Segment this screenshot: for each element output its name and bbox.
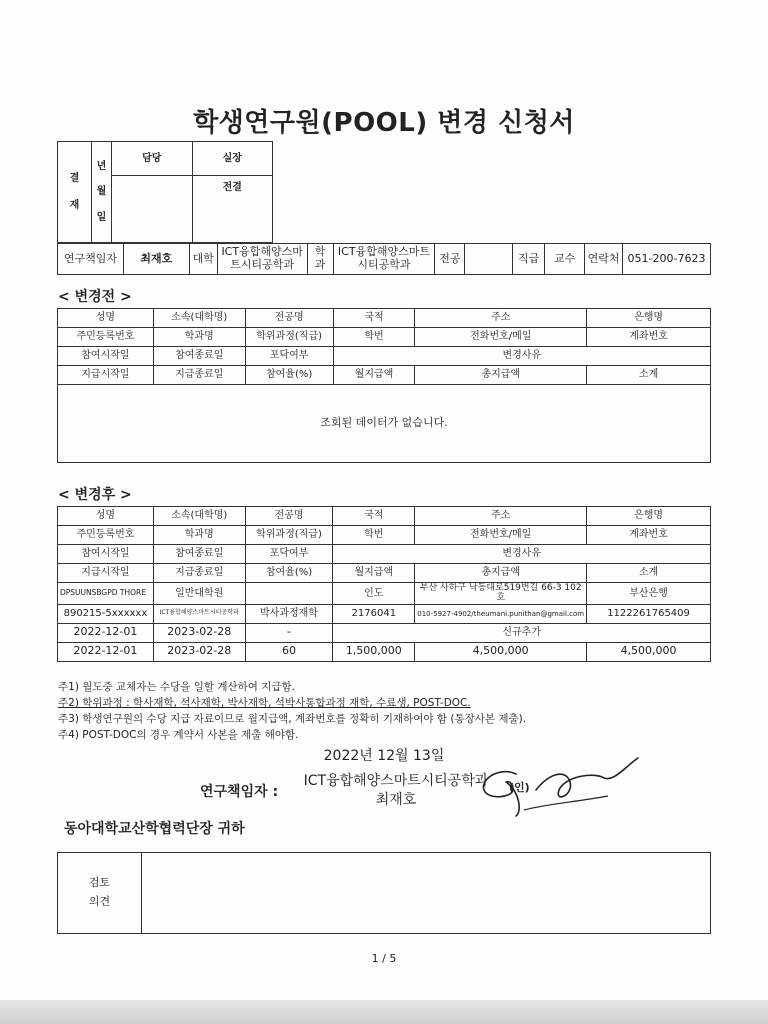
header-cell: 총지급액 [415, 564, 587, 583]
review-box [57, 852, 711, 934]
pay-end: 2023-02-28 [153, 642, 245, 661]
header-cell: 참여율(%) [245, 564, 333, 583]
after-table [57, 506, 711, 662]
approval-damdang-sign [112, 176, 193, 243]
total-pay: 4,500,000 [415, 642, 587, 661]
header-cell: 성명 [58, 507, 154, 526]
student-contact: 010-5927-4902/theumani.punithan@gmail.com [415, 604, 587, 623]
header-cell: 지급시작일 [58, 564, 154, 583]
header-cell: 포닥여부 [245, 545, 333, 564]
header-cell: 전공명 [245, 507, 333, 526]
header-cell: 소속(대학명) [153, 507, 245, 526]
header-cell: 전화번호/메일 [415, 328, 587, 347]
header-cell: 국적 [333, 507, 415, 526]
after-section-label: < 변경후 > [58, 487, 132, 503]
handwritten-signature [476, 752, 646, 822]
header-cell: 전공명 [245, 309, 333, 328]
review-content [142, 853, 711, 934]
before-section-label: < 변경전 > [58, 289, 132, 305]
monthly-pay: 1,500,000 [333, 642, 415, 661]
header-cell: 계좌번호 [587, 328, 711, 347]
review-label: 검토 의견 [58, 853, 142, 934]
header-cell: 학번 [333, 328, 415, 347]
header-cell: 전화번호/메일 [415, 526, 587, 545]
header-cell: 변경사유 [333, 347, 710, 366]
major-label: 전공 [435, 244, 465, 275]
table-row [58, 545, 711, 564]
header-cell: 주민등록번호 [58, 526, 154, 545]
pay-start: 2022-12-01 [58, 642, 154, 661]
subtotal: 4,500,000 [587, 642, 711, 661]
postdoc-status: - [245, 623, 333, 642]
participation-rate: 60 [245, 642, 333, 661]
addressee: 동아대학교산학협력단장 귀하 [64, 821, 245, 837]
change-reason: 신규추가 [333, 623, 711, 642]
contact-value: 051-200-7623 [623, 244, 711, 275]
student-account: 1122261765409 [587, 604, 711, 623]
table-row [58, 564, 711, 583]
note-4: 주4) POST-DOC의 경우 계약서 사본을 제출 해야함. [58, 729, 299, 741]
before-table [57, 308, 711, 463]
header-cell: 지급시작일 [58, 366, 154, 385]
header-cell: 학과명 [153, 328, 245, 347]
application-date: 2022년 12월 13일 [323, 748, 445, 764]
header-cell: 지급종료일 [153, 564, 245, 583]
student-address: 부산 사하구 낙동대로519번길 66-3 102호 [415, 583, 587, 605]
header-cell: 학과명 [153, 526, 245, 545]
note-3: 주3) 학생연구원의 수당 지급 자료이므로 월지급액, 계좌번호를 정확히 기재하여야 함 (통장사본 제출). [58, 713, 527, 725]
header-cell: 은행명 [587, 309, 711, 328]
page-indicator: 1 / 5 [371, 952, 397, 965]
table-row [58, 623, 711, 642]
header-cell: 학번 [333, 526, 415, 545]
rank-label: 직급 [513, 244, 545, 275]
table-row [58, 507, 711, 526]
student-name: DPSUUNSBGPD THORE [58, 583, 154, 605]
student-bank: 부산은행 [587, 583, 711, 605]
signature-label: 연구책임자 : [200, 784, 279, 800]
univ-label: 대학 [189, 244, 217, 275]
student-number: 2176041 [333, 604, 415, 623]
table-row [58, 583, 711, 605]
approval-box [57, 141, 273, 243]
header-cell: 학위과정(직급) [245, 328, 333, 347]
contact-label: 연락처 [585, 244, 623, 275]
rank-value: 교수 [545, 244, 585, 275]
header-cell: 지급종료일 [153, 366, 245, 385]
header-cell: 은행명 [587, 507, 711, 526]
approval-jeongyeol: 전결 [192, 176, 273, 243]
header-cell: 변경사유 [333, 545, 711, 564]
signature-block [296, 772, 496, 810]
header-cell: 학위과정(직급) [245, 526, 333, 545]
researcher-table [57, 243, 711, 275]
researcher-name: 최재호 [123, 244, 189, 275]
table-row [58, 526, 711, 545]
header-cell: 계좌번호 [587, 526, 711, 545]
approval-date: 년 월 일 [92, 142, 112, 243]
researcher-label: 연구책임자 [58, 244, 124, 275]
header-cell: 월지급액 [333, 564, 415, 583]
table-row [58, 347, 711, 366]
signature-dept: ICT융합해양스마트시티공학과 [303, 773, 489, 789]
page-title: 학생연구원(POOL) 변경 신청서 [193, 108, 575, 138]
header-cell: 참여종료일 [153, 545, 245, 564]
header-cell: 주민등록번호 [58, 328, 154, 347]
student-affiliation: 일반대학원 [153, 583, 245, 605]
table-row [58, 328, 711, 347]
header-cell: 주소 [415, 309, 587, 328]
student-major [245, 583, 333, 605]
table-row [58, 604, 711, 623]
header-cell: 참여율(%) [245, 366, 333, 385]
table-row [58, 366, 711, 385]
dept-value: ICT융합해양스마트시티공학과 [333, 244, 435, 275]
seal-mark: (인) [509, 781, 530, 794]
header-cell: 참여시작일 [58, 545, 154, 564]
header-cell: 소계 [587, 366, 711, 385]
header-cell: 월지급액 [333, 366, 415, 385]
approval-siljang: 실장 [192, 142, 273, 176]
notes [58, 679, 718, 743]
note-1: 주1) 월도중 교체자는 수당을 일할 계산하여 지급함. [58, 681, 295, 693]
scan-edge [0, 1000, 768, 1024]
header-cell: 성명 [58, 309, 154, 328]
approval-label: 결 재 [58, 142, 92, 243]
table-row [58, 385, 711, 463]
student-degree: 박사과정재학 [245, 604, 333, 623]
participation-end: 2023-02-28 [153, 623, 245, 642]
header-cell: 총지급액 [415, 366, 587, 385]
student-nationality: 인도 [333, 583, 415, 605]
header-cell: 참여종료일 [153, 347, 245, 366]
participation-start: 2022-12-01 [58, 623, 154, 642]
empty-message: 조회된 데이터가 없습니다. [58, 385, 711, 463]
header-cell: 포닥여부 [245, 347, 333, 366]
header-cell: 소계 [587, 564, 711, 583]
table-row [58, 642, 711, 661]
table-row [58, 309, 711, 328]
signature-name: 최재호 [375, 792, 417, 808]
major-value [465, 244, 513, 275]
student-dept: ICT융합해양스마트시티공학과 [153, 604, 245, 623]
univ-value: ICT융합해양스마트시티공학과 [217, 244, 307, 275]
header-cell: 주소 [415, 507, 587, 526]
dept-label: 학과 [307, 244, 333, 275]
student-rrn: 890215-5xxxxxx [58, 604, 154, 623]
header-cell: 참여시작일 [58, 347, 154, 366]
note-2: 주2) 학위과정 : 학사재학, 석사재학, 박사재학, 석박사통합과정 재학, 수료생, POST-DOC. [58, 697, 471, 709]
approval-damdang: 담당 [112, 142, 193, 176]
header-cell: 국적 [333, 309, 415, 328]
header-cell: 소속(대학명) [153, 309, 245, 328]
